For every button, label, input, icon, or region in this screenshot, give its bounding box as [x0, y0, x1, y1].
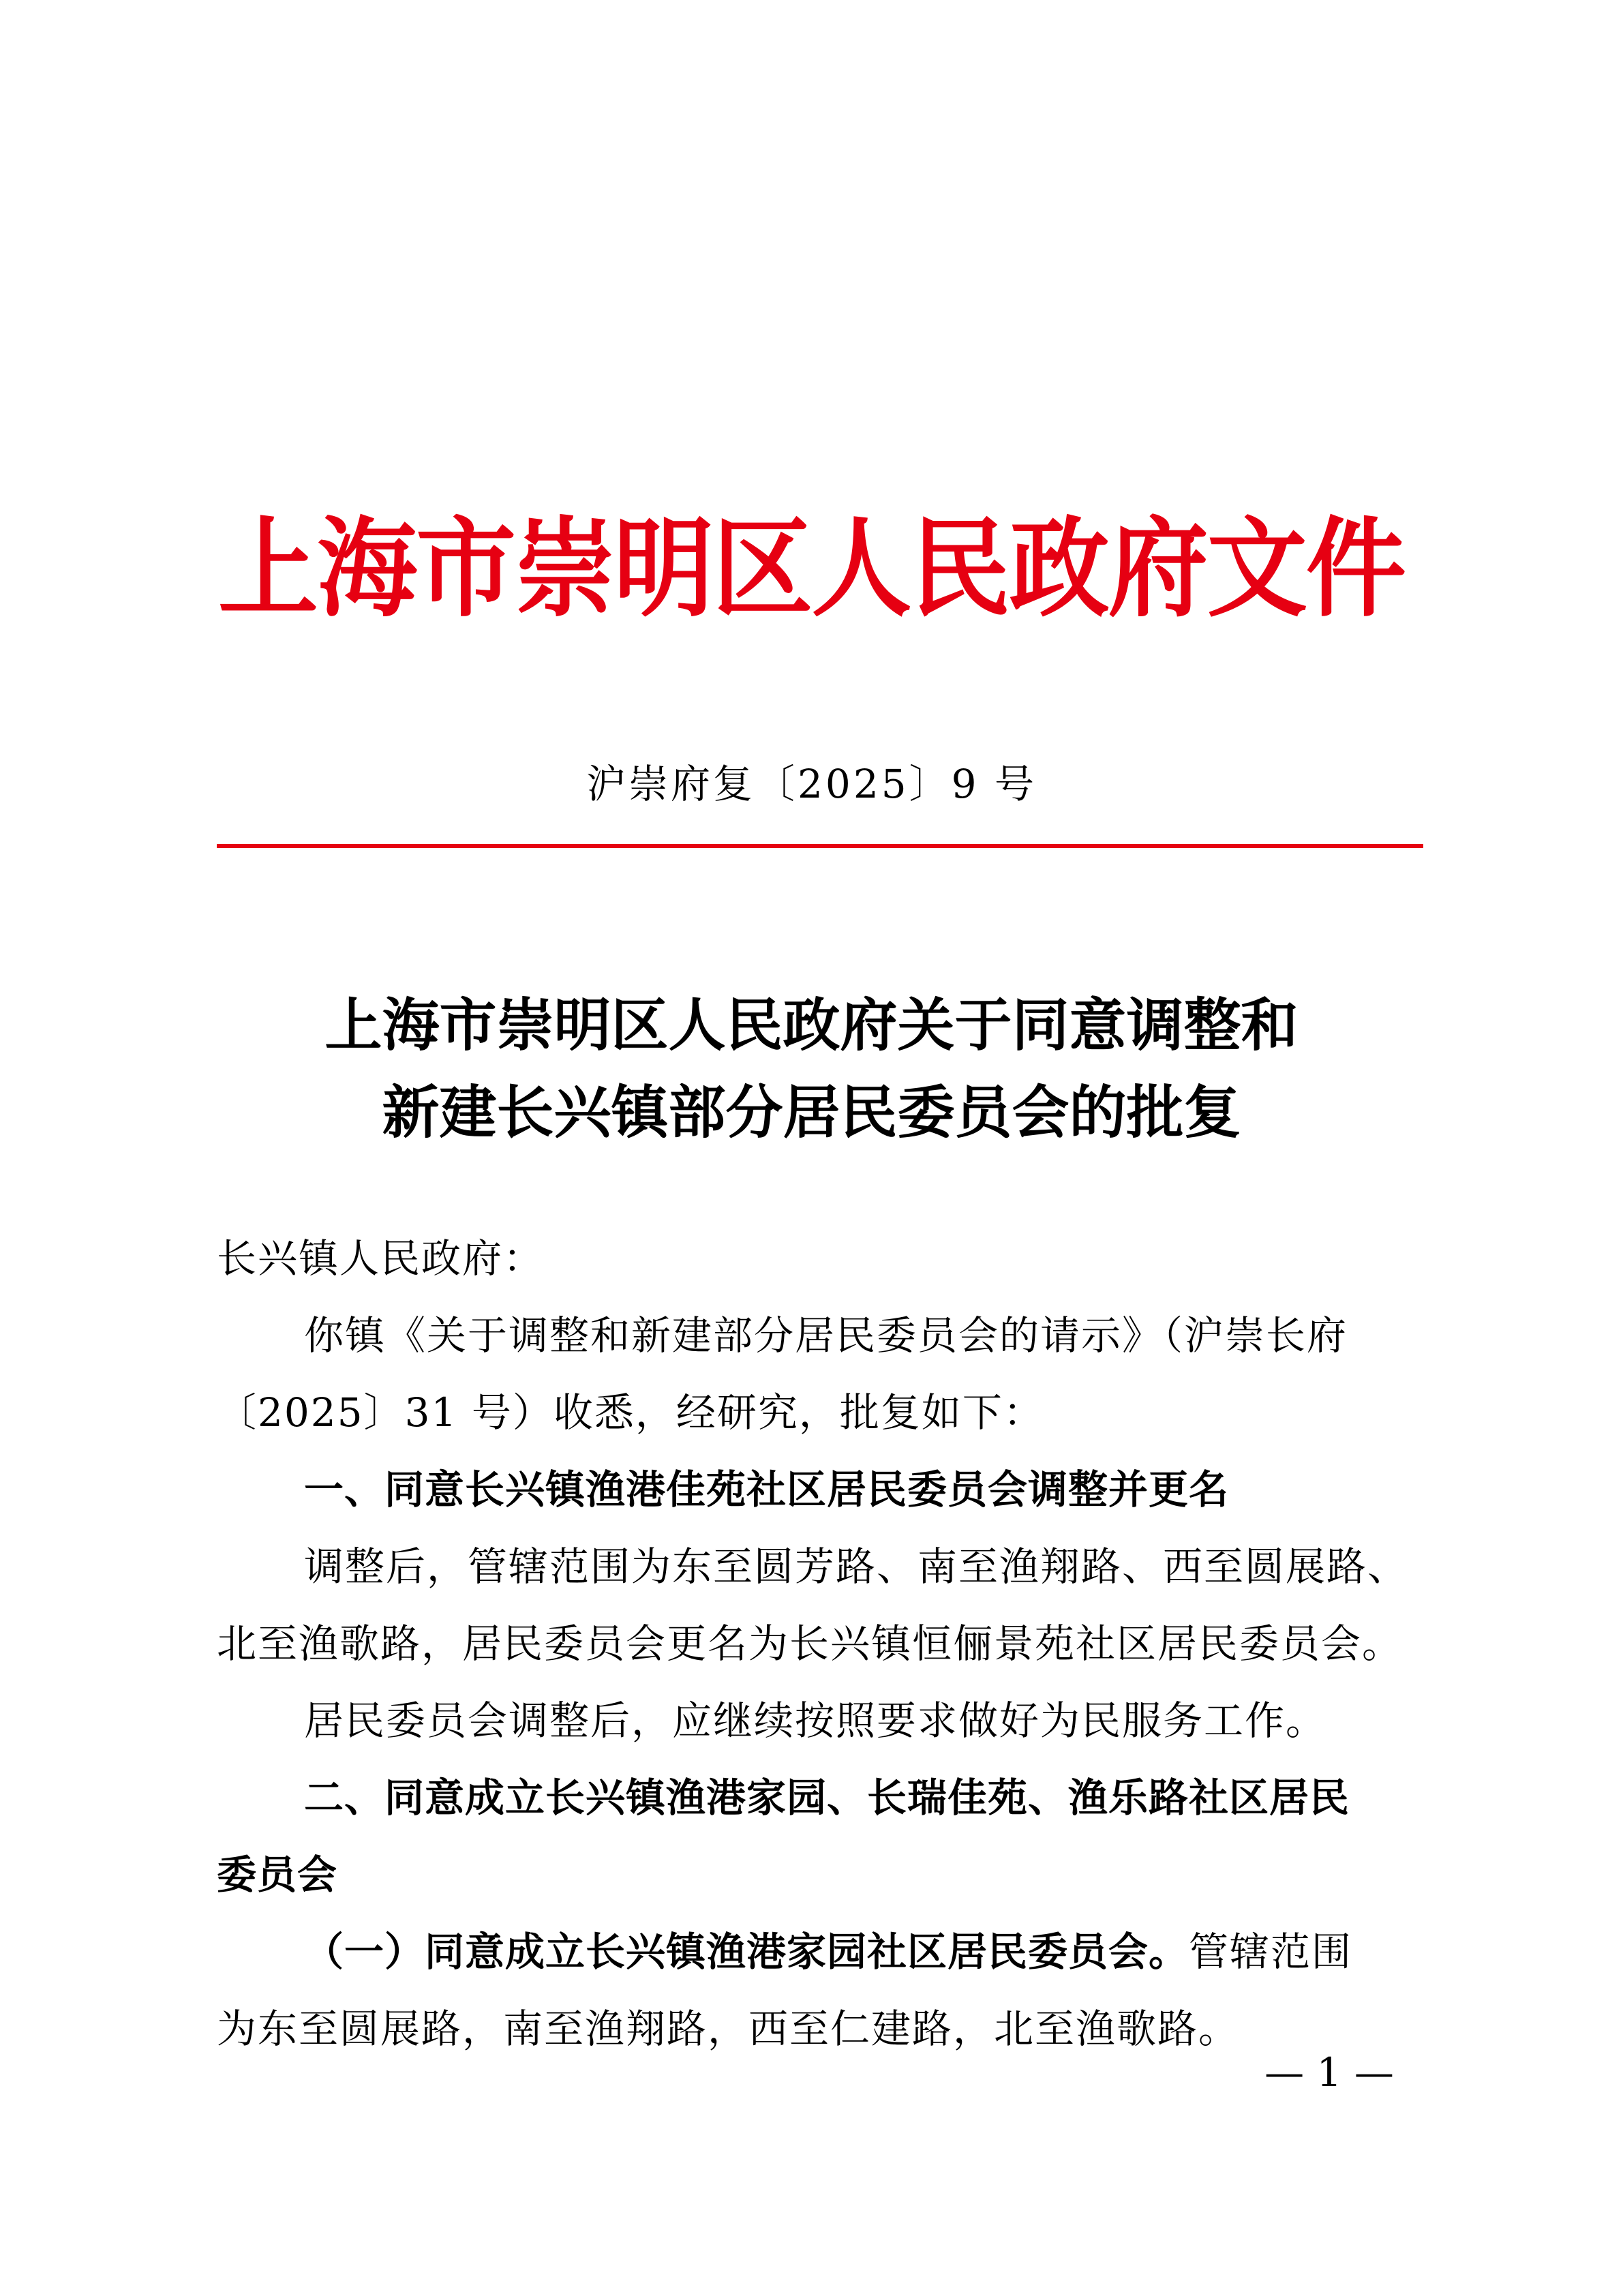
document-body — [217, 1220, 1423, 2068]
subsection-1-heading: （一）同意成立长兴镇渔港家园社区居民委员会。 — [304, 1929, 1189, 1975]
title-line-2: 新建长兴镇部分居民委员会的批复 — [382, 1078, 1241, 1146]
document-title — [0, 982, 1623, 1156]
salutation: 长兴镇人民政府： — [217, 1235, 545, 1282]
subsection-1-line-1 — [217, 1914, 1423, 1991]
paragraph-1-line-2: 〔2025〕31 号）收悉，经研究，批复如下： — [217, 1389, 1044, 1436]
paragraph-1-line-1: 你镇《关于调整和新建部分居民委员会的请示》（沪崇长府 — [304, 1312, 1348, 1359]
section-heading-1: 一、同意长兴镇渔港佳苑社区居民委员会调整并更名 — [304, 1466, 1230, 1513]
document-number: 沪崇府复〔2025〕9 号 — [586, 761, 1037, 807]
paragraph-2-line-1: 调整后，管辖范围为东至圆芳路、南至渔翔路、西至圆展路、 — [304, 1543, 1409, 1590]
red-divider-line — [217, 844, 1423, 848]
paragraph-2-line-2: 北至渔歌路，居民委员会更名为长兴镇恒俪景苑社区居民委员会。 — [217, 1620, 1404, 1667]
section-heading-2-line-2: 委员会 — [217, 1852, 338, 1898]
title-line-1: 上海市崇明区人民政府关于同意调整和 — [324, 991, 1299, 1059]
page-number: — 1 — — [1264, 2049, 1394, 2096]
paragraph-3: 居民委员会调整后，应继续按照要求做好为民服务工作。 — [304, 1697, 1327, 1744]
subsection-1-line-2: 为东至圆展路，南至渔翔路，西至仁建路，北至渔歌路。 — [217, 2006, 1240, 2052]
subsection-1-text: 管辖范围 — [1189, 1929, 1353, 1975]
section-heading-2-line-1: 二、同意成立长兴镇渔港家园、长瑞佳苑、渔乐路社区居民 — [304, 1774, 1350, 1821]
masthead-title: 上海市崇明区人民政府文件 — [218, 506, 1405, 632]
